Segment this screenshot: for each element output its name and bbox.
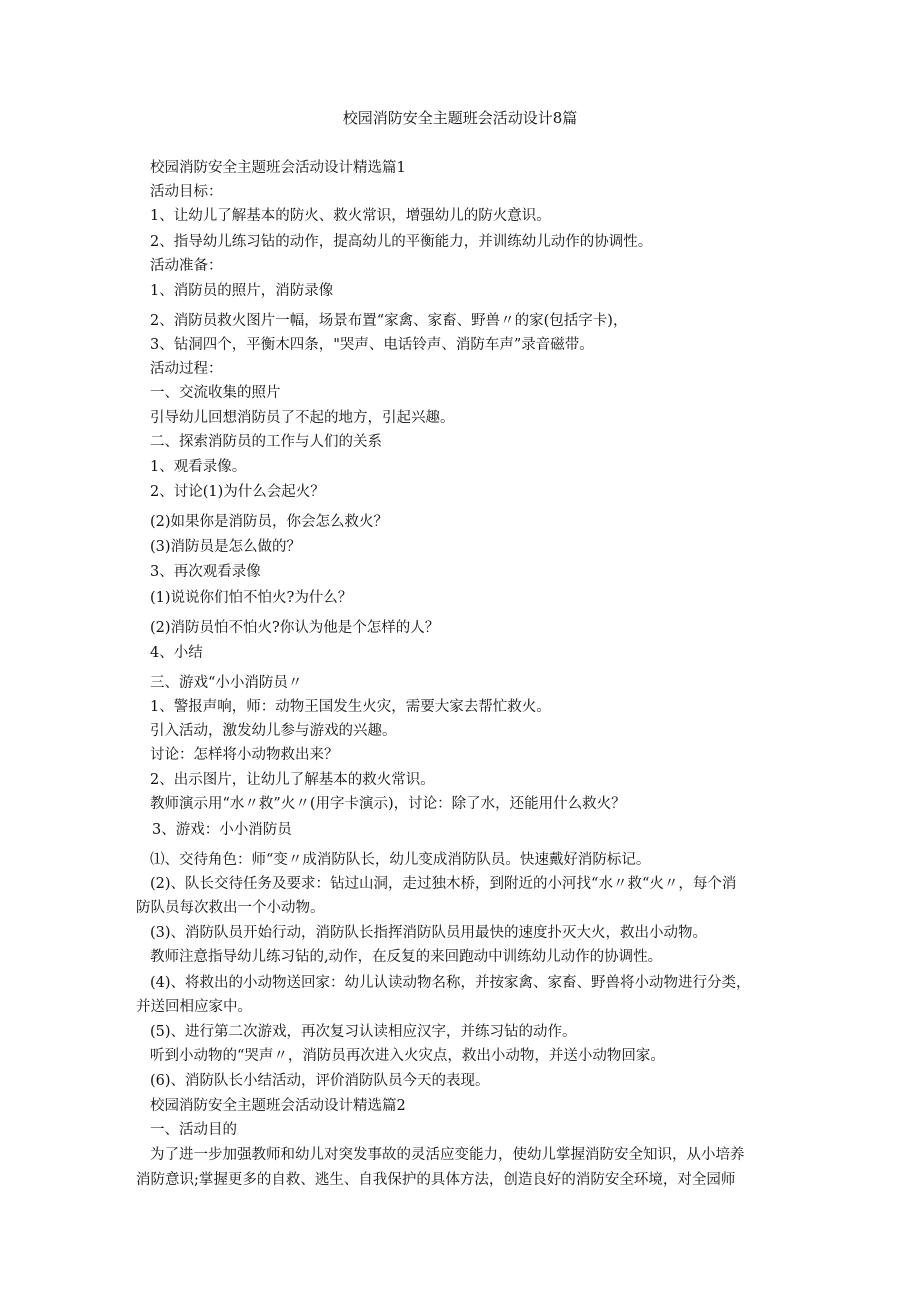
- list-item: 1、警报声响，师：动物王国发生火灾，需要大家去帮忙救火。: [150, 699, 551, 715]
- subheading: 活动准备：: [150, 258, 223, 274]
- list-item: 4、小结: [150, 645, 203, 661]
- paragraph-continuation: 消防意识;掌握更多的自救、逃生、自我保护的具体方法，创造良好的消防安全环境，对全园师: [136, 1172, 736, 1188]
- paragraph: 教师注意指导幼儿练习钻的,动作，在反复的来回跑动中训练幼儿动作的协调性。: [150, 949, 663, 965]
- list-item: 2、出示图片，让幼儿了解基本的救火常识。: [150, 772, 435, 788]
- document-title: 校园消防安全主题班会活动设计8篇: [342, 109, 578, 127]
- list-item: (4)、将救出的小动物送回家：幼儿认读动物名称，并按家禽、家畜、野兽将小动物进行分类，: [150, 975, 751, 991]
- paragraph-continuation: 防队员每次救出一个小动物。: [136, 900, 325, 916]
- list-item: 1、让幼儿了解基本的防火、救火常识，增强幼儿的防火意识。: [150, 208, 551, 224]
- paragraph: 引入活动，激发幼儿参与游戏的兴趣。: [150, 723, 397, 739]
- paragraph: 讨论：怎样将小动物救出来？: [150, 747, 339, 763]
- list-item: 3、再次观看录像: [150, 564, 261, 580]
- list-item: 2、讨论(1)为什么会起火？: [150, 484, 325, 500]
- list-item: ⑴、交待角色：师“变〃成消防队长，幼儿变成消防队员。快速戴好消防标记。: [150, 852, 651, 868]
- paragraph: 教师演示用“水〃救”火〃(用字卡演示)，讨论：除了水，还能用什么救火？: [150, 796, 626, 812]
- step-heading: 一、交流收集的照片: [150, 385, 281, 401]
- list-item: 1、消防员的照片，消防录像: [150, 283, 334, 299]
- step-heading: 二、探索消防员的工作与人们的关系: [150, 434, 382, 450]
- list-item: 1、观看录像。: [150, 459, 247, 475]
- list-item: 3、钻洞四个，平衡木四条，"哭声、电话铃声、消防车声”录音磁带。: [150, 337, 594, 353]
- section-heading: 校园消防安全主题班会活动设计精选篇2: [150, 1098, 406, 1114]
- subheading: 活动过程：: [150, 361, 223, 377]
- list-item: (2)、队长交待任务及要求：钻过山洞，走过独木桥，到附近的小河找“水〃救“火〃，每个消: [150, 876, 737, 892]
- paragraph: 为了进一步加强教师和幼儿对突发事故的灵活应变能力，使幼儿掌握消防安全知识，从小培养: [150, 1147, 745, 1163]
- list-item: 2、指导幼儿练习钻的动作，提高幼儿的平衡能力，并训练幼儿动作的协调性。: [150, 234, 653, 250]
- list-item: (3)消防员是怎么做的？: [150, 539, 302, 555]
- list-item: (5)、进行第二次游戏，再次复习认读相应汉字，并练习钻的动作。: [150, 1024, 577, 1040]
- subheading: 活动目标：: [150, 184, 223, 200]
- step-heading: 三、游戏“小小消防员〃: [150, 675, 303, 691]
- list-item: (2)消防员怕不怕火?你认为他是个怎样的人？: [150, 620, 440, 636]
- list-item: (6)、消防队长小结活动，评价消防队员今天的表现。: [150, 1073, 490, 1089]
- paragraph: 听到小动物的“哭声〃，消防员再次进入火灾点，救出小动物，并送小动物回家。: [150, 1048, 665, 1064]
- list-item: 2、消防员救火图片一幅，场景布置“家禽、家畜、野兽〃的家(包括字卡)，: [150, 313, 628, 329]
- paragraph-continuation: 并送回相应家中。: [136, 999, 252, 1015]
- paragraph: 引导幼儿回想消防员了不起的地方，引起兴趣。: [150, 410, 455, 426]
- step-heading: 一、活动目的: [150, 1122, 237, 1138]
- list-item: (1)说说你们怕不怕火?为什么？: [150, 590, 353, 606]
- list-item: (3)、消防队员开始行动，消防队长指挥消防队员用最快的速度扑灭大火，救出小动物。: [150, 925, 708, 941]
- section-heading: 校园消防安全主题班会活动设计精选篇1: [150, 160, 406, 176]
- list-item: 3、游戏：小小消防员: [152, 822, 292, 838]
- list-item: (2)如果你是消防员，你会怎么救火？: [150, 514, 389, 530]
